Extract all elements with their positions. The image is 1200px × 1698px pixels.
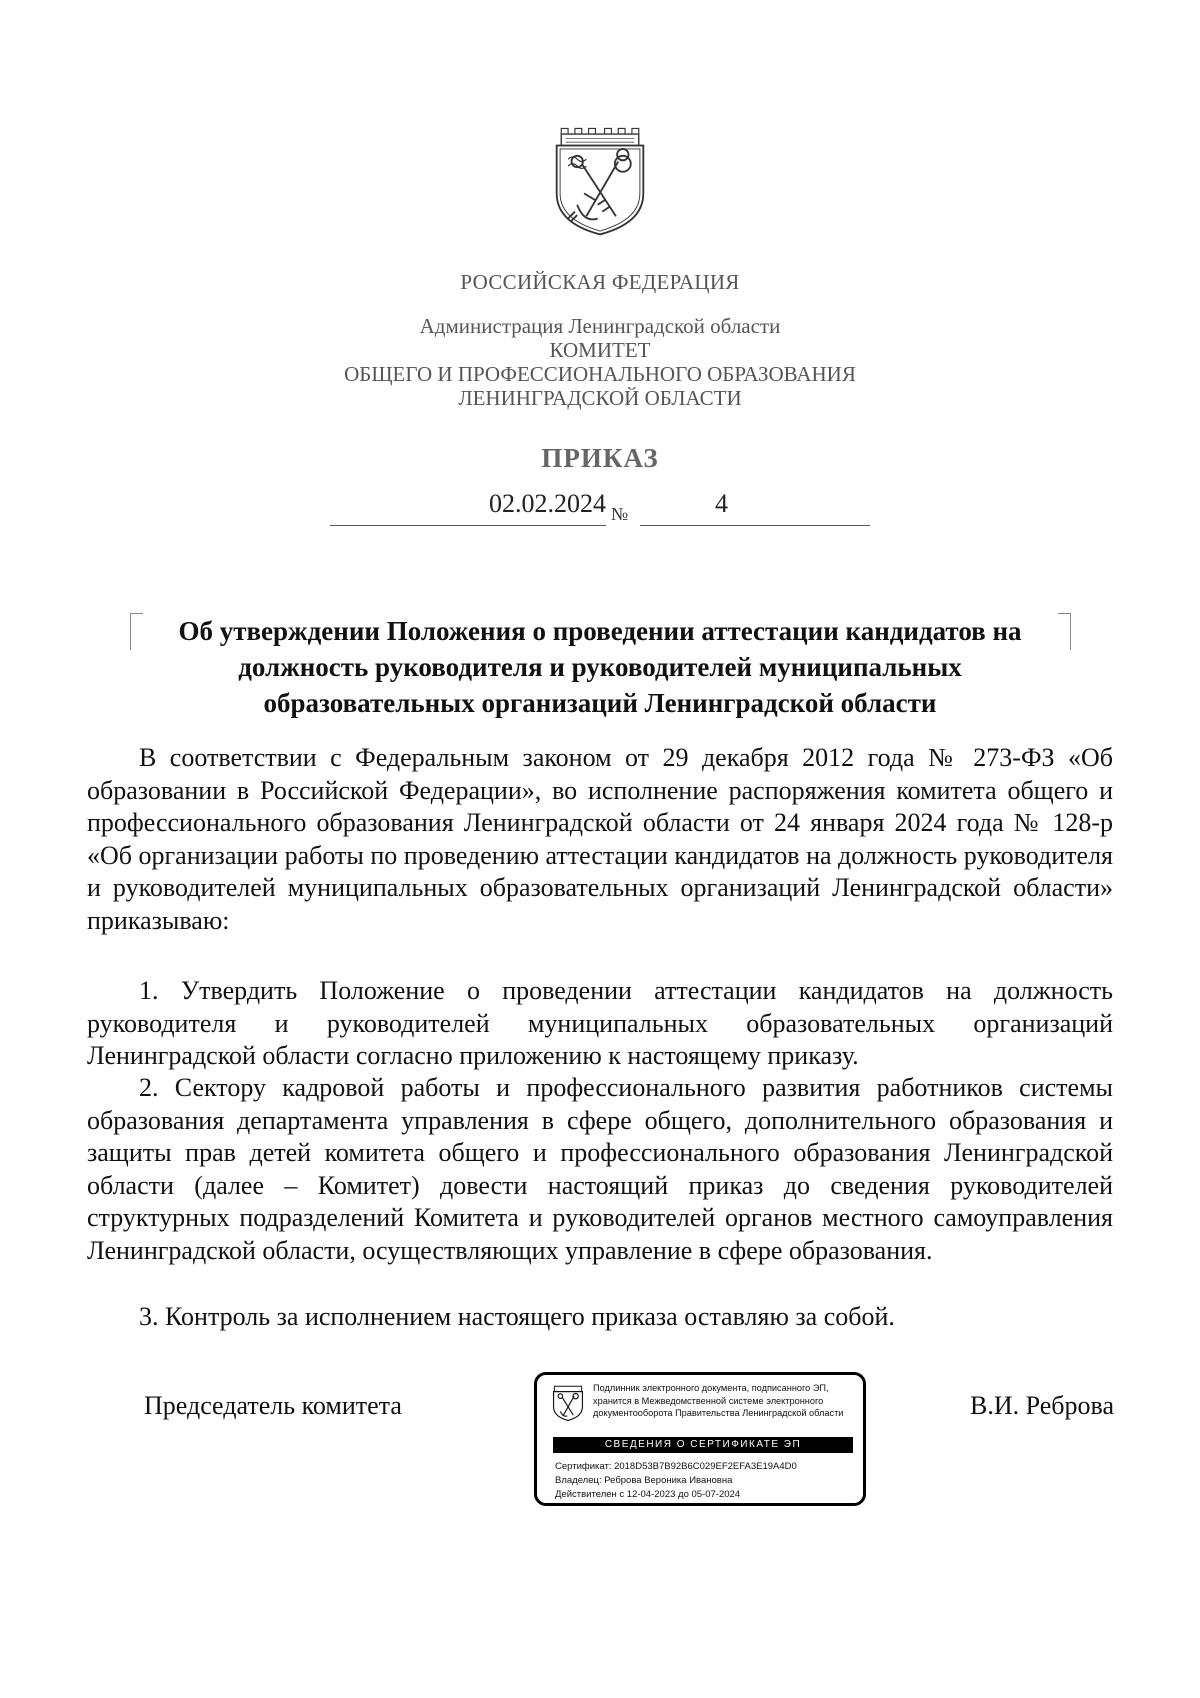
- document-type: ПРИКАЗ: [541, 443, 659, 473]
- coat-of-arms-icon: [543, 125, 657, 239]
- signer-name: В.И. Реброва: [970, 1391, 1114, 1420]
- stamp-caption-line: документооборота Правительства Ленинградской области: [593, 1408, 844, 1418]
- certificate-serial: Сертификат: 2018D53B7B92B6C029EF2EFA3E19A4D0: [555, 1461, 797, 1472]
- authority-line: ЛЕНИНГРАДСКОЙ ОБЛАСТИ: [458, 386, 742, 410]
- document-date: 02.02.2024: [489, 489, 606, 518]
- country-name: РОССИЙСКАЯ ФЕДЕРАЦИЯ: [460, 270, 740, 294]
- certificate-owner: Владелец: Реброва Вероника Ивановна: [555, 1475, 733, 1486]
- stamp-caption-line: Подлинник электронного документа, подписанного ЭП,: [593, 1383, 829, 1393]
- number-sign: №: [611, 504, 629, 524]
- order-item-1: 1. Утвердить Положение о проведении аттестации кандидатов на должность руководителя и руководителей муниципальных образовательных организаций Ленинградской области согласно приложению к настоящему приказу.: [87, 976, 1113, 1070]
- stamp-coat-of-arms-icon: [549, 1384, 587, 1422]
- stamp-caption: [593, 1382, 861, 1420]
- authority-line: Администрация Ленинградской области: [419, 314, 781, 338]
- authority-line: КОМИТЕТ: [549, 338, 651, 362]
- certificate-validity: Действителен с 12-04-2023 до 05-07-2024: [555, 1489, 741, 1500]
- title-line: Об утверждении Положения о проведении аттестации кандидатов на: [178, 616, 1022, 646]
- issuing-authority: [0, 314, 1200, 410]
- certificate-details: [555, 1460, 797, 1502]
- certificate-info-bar: СВЕДЕНИЯ О СЕРТИФИКАТЕ ЭП: [553, 1437, 853, 1453]
- order-item-2: 2. Сектору кадровой работы и профессионального развития работников системы образования департамента управления в сфере общего, дополнительного образования и защиты прав детей комитета общего и профессионального образования Ленинградской области (далее – Комитет) довести настоящий приказ до сведения руководителей структурных подразделений Комитета и руководителей органов местного самоуправления Ленинградской области, осуществляющих управление в сфере образования.: [87, 1073, 1113, 1265]
- authority-line: ОБЩЕГО И ПРОФЕССИОНАЛЬНОГО ОБРАЗОВАНИЯ: [344, 362, 856, 386]
- preamble-paragraph: В соответствии с Федеральным законом от 29 декабря 2012 года № 273-ФЗ «Об образовании в Российской Федерации», во исполнение распоряжения комитета общего и профессионального образования Ленинградской области от 24 января 2024 года № 128-р «Об организации работы по проведению аттестации кандидатов на должность руководителя и руководителей муниципальных образовательных организаций Ленинградской области» приказываю:: [87, 743, 1113, 935]
- signer-title: Председатель комитета: [144, 1391, 402, 1420]
- e-signature-stamp: [534, 1372, 866, 1506]
- number-underline: [640, 491, 870, 526]
- title-line: образовательных организаций Ленинградской области: [263, 688, 937, 718]
- document-title: [140, 613, 1060, 721]
- order-item-3: 3. Контроль за исполнением настоящего приказа оставляю за собой.: [139, 1302, 895, 1331]
- stamp-caption-line: хранится в Межведомственной системе электронного: [593, 1395, 824, 1406]
- title-line: должность руководителя и руководителей муниципальных: [238, 652, 962, 682]
- document-number: 4: [715, 489, 728, 518]
